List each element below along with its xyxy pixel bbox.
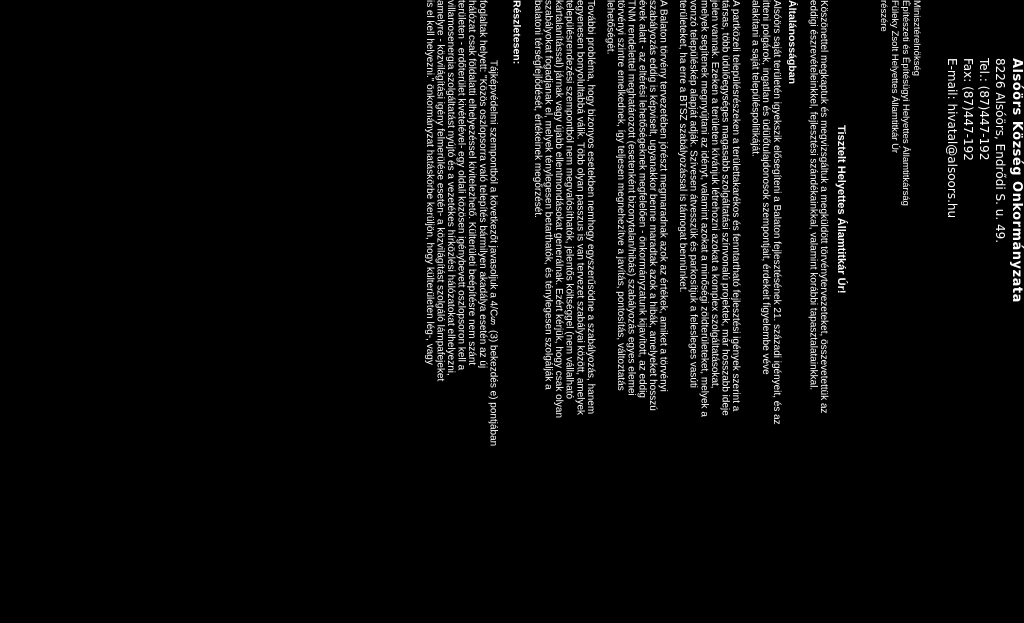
recipient-line: Minisztérelnökség: [911, 0, 922, 77]
salutation: Tisztelt Helyettes Államtitkár Úr!: [835, 125, 847, 294]
details-line: területen - erdőterület kivételével- egy oldali közösen igénybevett oszlopsoron kell a: [455, 0, 467, 371]
email-line: E-mail: hivatal@alsoors.hu: [945, 58, 959, 219]
fax-line: Fax: (87)447-192: [961, 58, 975, 161]
paragraph-line: lehetőségét.: [604, 0, 616, 55]
paragraph-line: szabályokat fogadjanak el, melyek ténylegesen betarthatók, és ténylegesen szolgálják a: [542, 0, 554, 390]
paragraph-line: További probléma, hogy bizonyos esetekben nemhogy egyszerűsödne a szabályozás, hanem: [584, 0, 596, 415]
paragraph-line: kártalanítással) járnak vagy újabb ellentmondásokat generálnak. Ezért kérjük, hogy csak olyan: [553, 0, 565, 419]
general-heading: Általánosságban: [785, 0, 798, 85]
paragraph-line: jelen vannak. Ezeken a területen kívánjuk létrehozni azokat a komplex szolgáltatásokat,: [708, 0, 720, 389]
paragraph-line: településrendezési szempontból nem megvalósíthatók, jelentős költséggel (nem vállalható: [563, 0, 575, 400]
paragraph-line: A partközeli településrészeken a területtakarékos és fenntartható fejlesztési igények szerint a: [730, 0, 742, 412]
details-heading: Részletesen:: [510, 0, 523, 65]
general-line: Alsóörs saját területén igyekszik elősegíteni a Balaton fejlesztésének 21. századi igényeit, és az: [770, 0, 782, 425]
paragraph-line: törvényi szintre emelkednek, így teljesen megnehezítve a javítás, pontosítás, változtatás: [615, 0, 627, 391]
paragraph-line: egyenesen bonyolultabbá válik. Több olyan passzus is van tervezet szabályai között, amelyek: [574, 0, 586, 416]
paragraph-line: melyek segítenek megnyújtani az idényt, valamint azokat a minőségi zöldterületeket, melyek a: [698, 0, 710, 417]
paragraph-line: vonzó településkép alapját adják. Szívesen átvesszük és parkosítjuk a felesleges vasúti: [687, 0, 699, 388]
intro-line: eddigi észrevételeinkkel, fejlesztési szándékainkkal, valamint korábbi tapasztalatainkkal.: [807, 0, 819, 391]
address-line: 8226 Alsóörs, Endrődi S. u. 49.: [993, 58, 1007, 244]
paragraph-line: területeket, ha erre a BTSZ szabályozással is támogat bennünket.: [677, 0, 689, 293]
details-line: Tájképvédelmi szempontból a következőt javasoljuk a 4/C§ (3) bekezdés e) pontjában: [487, 60, 499, 447]
details-line: foglaltak helyett: "Közös oszlopsorra való telepítés bármilyen akadálya esetén az új: [476, 0, 488, 369]
details-line: villamosenergia szolgáltatást nyújtó és a vezetékes hírközlési hálózatokat elhelyezni,: [444, 0, 456, 376]
intro-line: Köszönettel megkaptuk és megvizsgáltuk a megküldött törvénytervezeteket, összevetettük az: [818, 0, 829, 414]
paragraph-line: TNM rendelettel meghatározott (esetenként bizonytalan/hibás) szabályozás egyes elemei: [625, 0, 637, 396]
paragraph-line: szabályozás eddig is képviselt, ugyanakkor benne maradtak azok a hibák, amelyeket hosszú: [646, 0, 658, 411]
recipient-line: részére: [878, 0, 889, 32]
general-line: alakítani a saját településpolitikáját.: [749, 0, 761, 157]
recipient-line: Füleky Zsolt Helyettes Államtitkár Úr: [889, 0, 900, 154]
paragraph-line: társas, több üdülőegységes magasabb szolgáltatási színvonalú projektek, már hosszabb ideje: [719, 0, 731, 416]
recipient-line: Építészeti és Építésügyi Helyettes Államtitkárság: [900, 0, 911, 206]
phone-line: Tel.: (87)447-192: [977, 58, 991, 161]
general-line: itteni polgárok, ingatlan és üdülőtulajdonosok szempontjait, érdekeit figyelembe véve: [760, 0, 772, 375]
details-line: hálózat csak földalatti elhelyezéssel kivitelezhető. Külterületi beépítésre nem szánt: [466, 0, 478, 366]
paragraph-line: évek alatt - az eltérési lehetőségeknek megfelelően - önkormányzatunk kijavított, az eddig: [636, 0, 648, 398]
details-line: amelyre - közvilágítási igény felmerülése esetén- a közvilágítást szolgáló lámpafejeket: [434, 0, 446, 382]
municipality-title: Alsóörs Község Önkormányzata: [1009, 58, 1024, 303]
details-line: is el kell helyezni." önkormányzat hatáskörbe kerüljön, hogy külterületen lég-, vagy: [423, 0, 435, 365]
paragraph-line: balatoni térségfejlődését, értékeinek megőrzését.: [531, 0, 543, 218]
paragraph-line: A Balaton törvény tervezetében jórészt megmaradnak azok az értékek, amiket a törvényi: [657, 0, 669, 392]
